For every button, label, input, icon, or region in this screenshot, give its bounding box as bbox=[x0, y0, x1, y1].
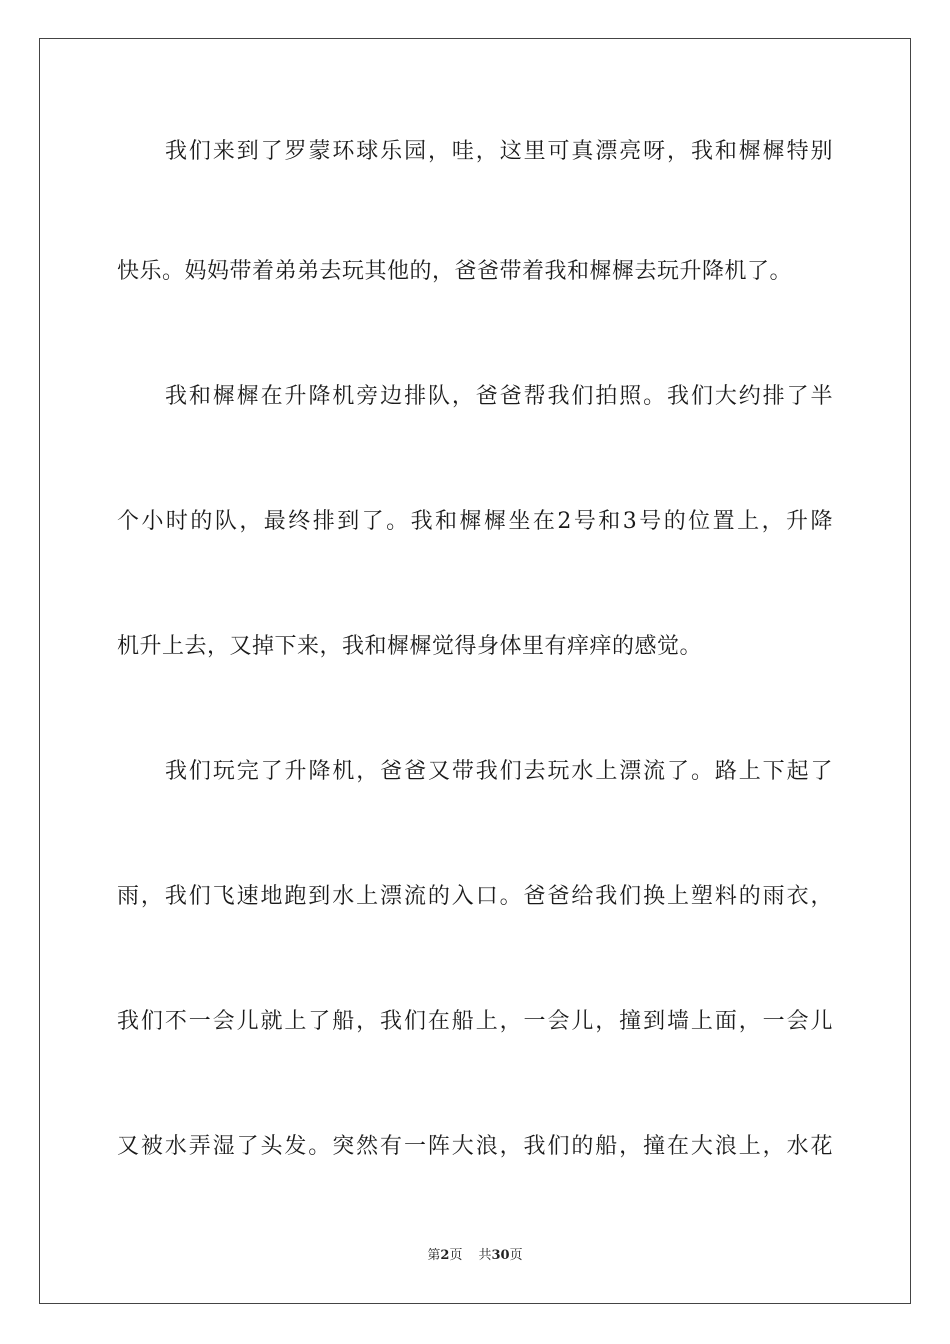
paragraph-3-line-2: 雨，我们飞速地跑到水上漂流的入口。爸爸给我们换上塑料的雨衣， bbox=[117, 884, 833, 909]
paragraph-3-line-4: 又被水弄湿了头发。突然有一阵大浪，我们的船，撞在大浪上，水花 bbox=[117, 1134, 833, 1159]
total-pages: 30 bbox=[491, 1248, 510, 1263]
page-prefix: 第 bbox=[427, 1248, 441, 1263]
page-footer bbox=[0, 1247, 950, 1265]
paragraph-3-line-3: 我们不一会儿就上了船，我们在船上，一会儿，撞到墙上面，一会儿 bbox=[117, 1009, 833, 1034]
paragraph-2-line-3: 机升上去，又掉下来，我和樨樨觉得身体里有痒痒的感觉。 bbox=[117, 634, 703, 659]
paragraph-2-line-2: 个小时的队，最终排到了。我和樨樨坐在2号和3号的位置上，升降 bbox=[117, 509, 833, 534]
paragraph-3-line-1: 我们玩完了升降机，爸爸又带我们去玩水上漂流了。路上下起了 bbox=[165, 759, 833, 784]
page-number: 2 bbox=[440, 1248, 450, 1263]
paragraph-1-line-1: 我们来到了罗蒙环球乐园，哇，这里可真漂亮呀，我和樨樨特别 bbox=[165, 139, 833, 164]
paragraph-2-line-1: 我和樨樨在升降机旁边排队，爸爸帮我们拍照。我们大约排了半 bbox=[165, 384, 833, 409]
total-prefix: 共 bbox=[478, 1248, 492, 1263]
page-suffix: 页 bbox=[449, 1248, 463, 1263]
page-border bbox=[39, 38, 911, 1304]
total-suffix: 页 bbox=[509, 1248, 523, 1263]
paragraph-1-line-2: 快乐。妈妈带着弟弟去玩其他的，爸爸带着我和樨樨去玩升降机了。 bbox=[117, 259, 793, 284]
